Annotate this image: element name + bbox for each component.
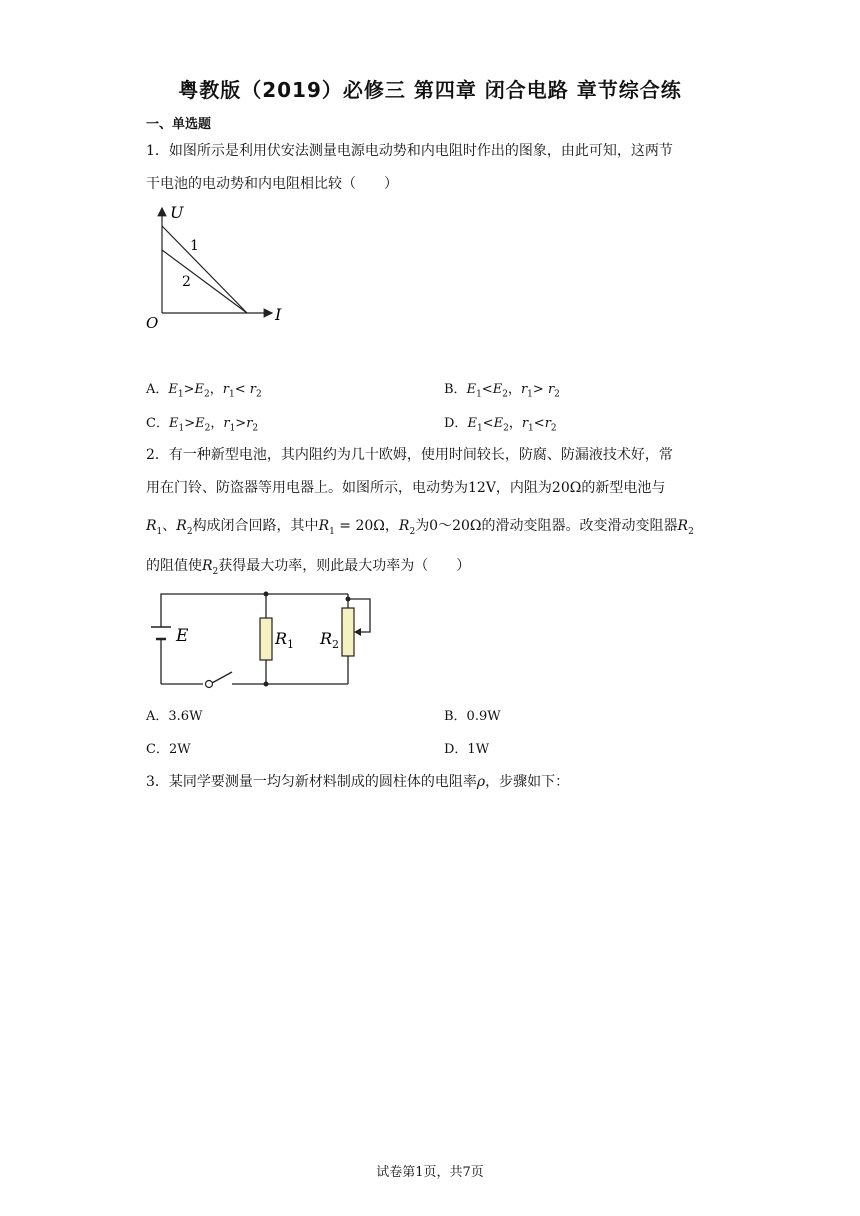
q1-option-a[interactable]: A．$E_1>E_2$，$r_1< r_2$ (146, 382, 262, 400)
i-axis-label: I (275, 305, 282, 324)
q2-option-a[interactable]: A．3.6W (146, 709, 203, 724)
r1-label: $R_1$ (275, 629, 295, 651)
q2-text-line4: 的阻值使$R_2$获得最大功率，则此最大功率为（ ） (146, 558, 471, 577)
origin-label: O (146, 314, 159, 332)
wire-top (161, 594, 348, 627)
r2-label: $R_2$ (320, 629, 340, 651)
u-axis-label: U (170, 203, 184, 222)
q1-option-c[interactable]: C．$E_1>E_2$，$r_1>r_2$ (146, 416, 259, 434)
q2-text-line1: 2．有一种新型电池，其内阻约为几十欧姆，使用时间较长，防腐、防漏液技术好，常 (146, 447, 673, 463)
switch-lever (212, 672, 232, 683)
q1-text-line2: 干电池的电动势和内电阻相比较（ ） (146, 176, 398, 192)
line-2 (162, 250, 247, 313)
line-1 (162, 226, 247, 313)
q2-option-c[interactable]: C．2W (146, 742, 191, 757)
node-bottom-middle (264, 682, 269, 687)
q1-ui-graph (140, 200, 300, 340)
slider-arrow (354, 628, 361, 636)
q2-text-line2: 用在门铃、防盗器等用电器上。如图所示，电动势为12V，内阻为20Ω的新型电池与 (146, 480, 666, 496)
resistor-r2 (342, 608, 354, 656)
line-2-label: 2 (182, 274, 191, 290)
q1-option-b[interactable]: B．$E_1<E_2$，$r_1> r_2$ (444, 382, 560, 400)
q2-text-line3: $R_1$、$R_2$构成闭合回路，其中$R_1 = 20\Omega$，$R_2$为0～20Ω的滑动变阻器。改变滑动变阻器$R_2$ (146, 518, 694, 537)
page-footer: 试卷第1页，共7页 (376, 1165, 484, 1180)
q3-text-line1: 3．某同学要测量一均匀新材料制成的圆柱体的电阻率ρ，步骤如下： (146, 774, 570, 790)
q1-option-d[interactable]: D．$E_1<E_2$，$r_1<r_2$ (444, 416, 557, 434)
resistor-r1 (260, 618, 272, 660)
line-1-label: 1 (190, 238, 199, 254)
q2-option-b[interactable]: B．0.9W (444, 709, 501, 724)
node-top-middle (264, 592, 269, 597)
battery-label: E (176, 626, 189, 646)
section-heading: 一、单选题 (146, 117, 212, 132)
q1-text-line1: 1．如图所示是利用伏安法测量电源电动势和内电阻时作出的图象，由此可知，这两节 (146, 143, 673, 159)
q2-option-d[interactable]: D．1W (444, 742, 490, 757)
page-title: 粤教版（2019）必修三 第四章 闭合电路 章节综合练 (178, 78, 682, 102)
q2-circuit-diagram (148, 586, 388, 690)
switch-contact (206, 681, 213, 688)
